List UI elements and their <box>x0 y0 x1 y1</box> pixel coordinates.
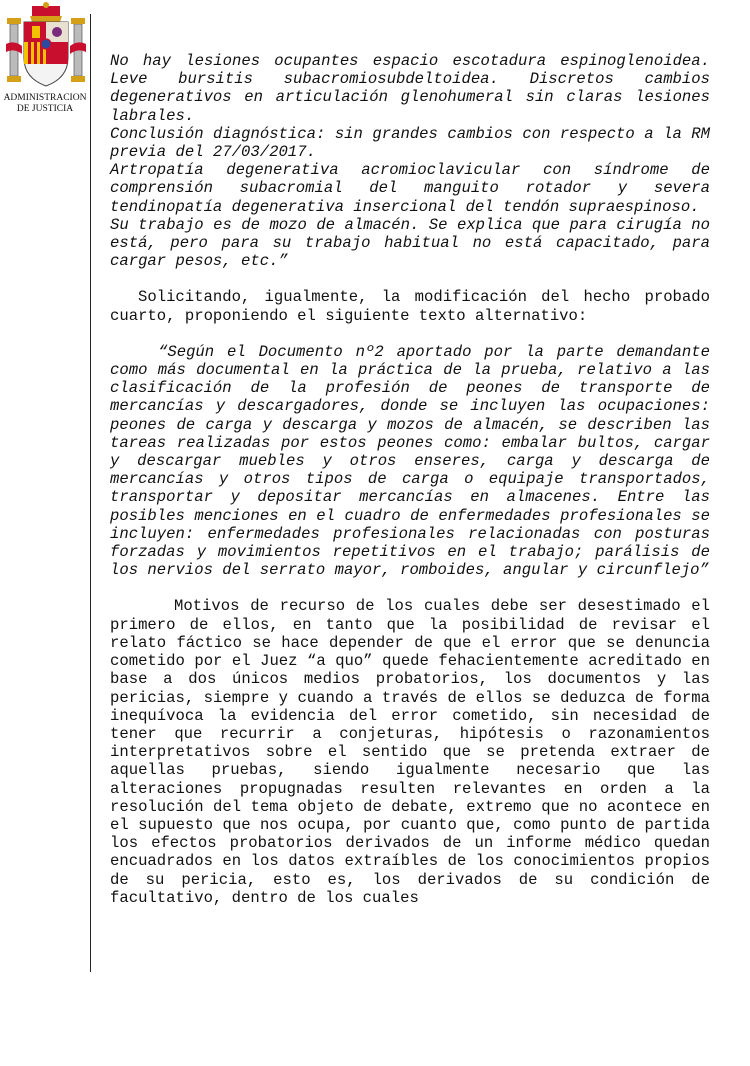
quote-line-4: Su trabajo es de mozo de almacén. Se explica que para cirugía no está, pero para su trabajo habitual no está capacitado, para cargar pesos, etc.” <box>110 215 710 271</box>
logo-text <box>0 93 90 115</box>
quote-line-1: No hay lesiones ocupantes espacio escotadura espinoglenoidea. Leve bursitis subacromiosubdeltoidea. Discretos cambios degenerativos en articulación glenohumeral sin claras lesiones labrales. <box>110 52 710 125</box>
paragraph-reasons: Motivos de recurso de los cuales debe ser desestimado el primero de ellos, en tanto que la posibilidad de revisar el relato fáctico se hace depender de que el error que se denuncia cometido por el Juez “a quo” quede fehacientemente acreditado en base a dos únicos medios probatorios, los documentos y las pericias, siempre y cuando a través de ellos se deduzca de forma inequívoca la evidencia del error cometido, sin necesidad de tener que recurrir a conjeturas, hipótesis o razonamientos interpretativos sobre el sentido que se pretenda extraer de aquellas pruebas, siendo igualmente necesario que las alteraciones propugnadas resulten relevantes en orden a la resolución del tema objeto de debate, extremo que no acontece en el supuesto que nos ocupa, por cuanto que, como punto de partida los efectos probatorios derivados de un informe médico quedan encuadrados en los datos extraíbles de los conocimientos propios de su pericia, esto es, los derivados de su condición de facultativo, dentro de los cuales <box>110 597 710 907</box>
paragraph-request: Solicitando, igualmente, la modificación del hecho probado cuarto, proponiendo el siguiente texto alternativo: <box>110 288 710 325</box>
quote-line-2: Conclusión diagnóstica: sin grandes cambios con respecto a la RM previa del 27/03/2017. <box>110 124 710 162</box>
paragraph-alternative-text: “Según el Documento nº2 aportado por la parte demandante como más documental en la práctica de la prueba, relativo a las clasificación de la profesión de peones de transporte de mercancías y descargadores, donde se incluyen las ocupaciones: peones de carga y descarga y mozos de almacén, se describen las tareas realizadas por estos peones como: embalar bultos, cargar y descargar muebles y otros enseres, carga y descarga de mercancías y otros tipos de carga o equipaje transportados, transportar y depositar mercancías en almacenes. Entre las posibles menciones en el cuadro de enfermedades profesionales se incluyen: enfermedades profesionales relacionadas con posturas forzadas y movimientos repetitivos en el trabajo; parálisis de los nervios del serrato mayor, romboides, angular y circunflejo” <box>110 342 710 580</box>
coat-of-arms-logo <box>0 0 90 120</box>
margin-rule <box>90 14 91 972</box>
logo-line-2: DE JUSTICIA <box>16 104 74 114</box>
coat-of-arms-icon <box>4 0 88 92</box>
document-body <box>110 52 710 907</box>
logo-line-1: ADMINISTRACION <box>3 93 87 103</box>
quote-line-3: Artropatía degenerativa acromioclavicular con síndrome de comprensión subacromial del manguito rotador y severa tendinopatía degenerativa insercional del tendón supraespinoso. <box>110 161 710 216</box>
